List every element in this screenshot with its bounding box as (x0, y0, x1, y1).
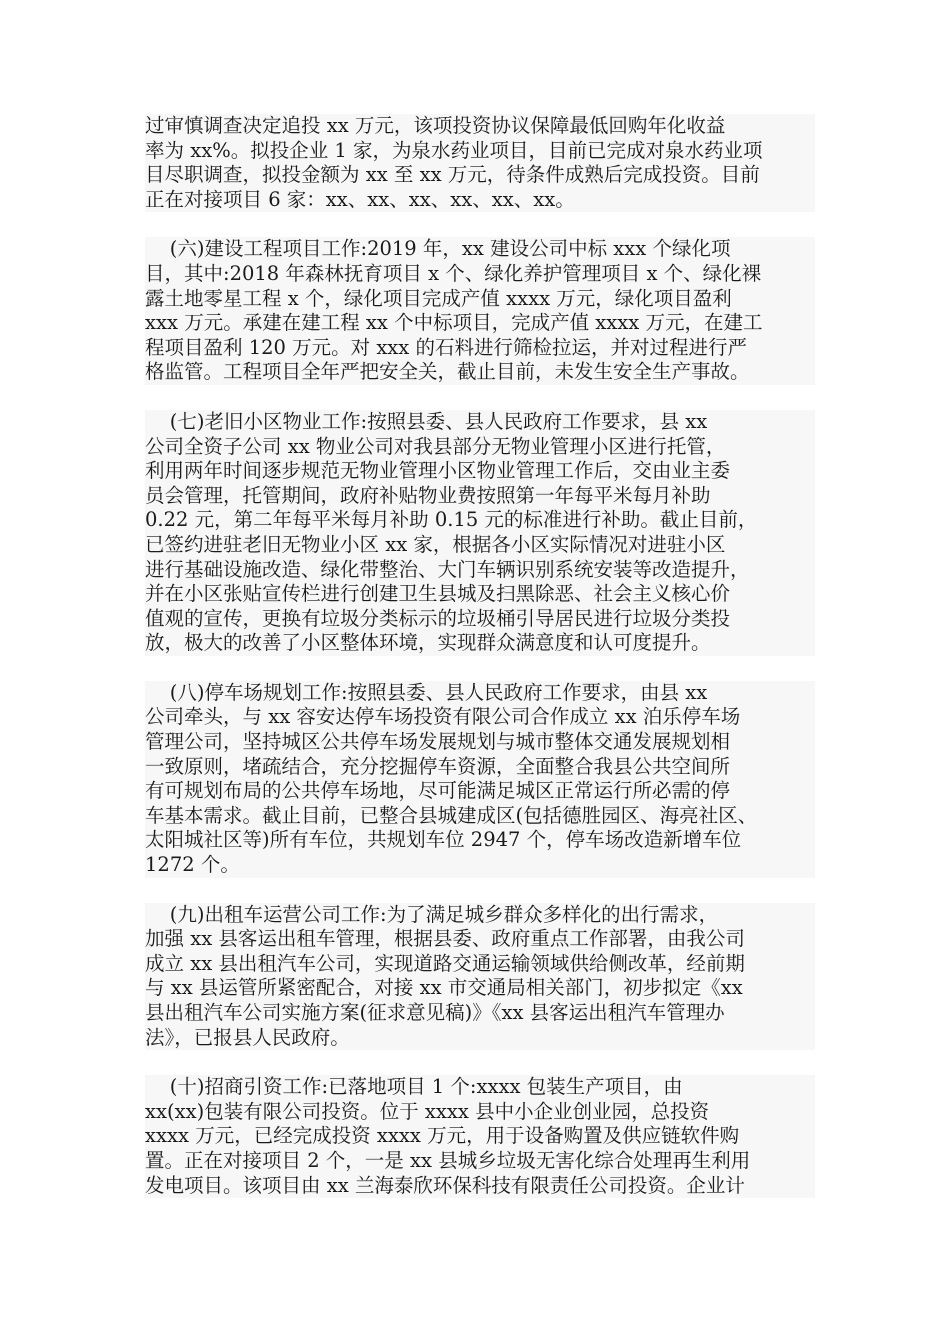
paragraph-investment-cont (145, 114, 815, 212)
text-line: 已签约进驻老旧无物业小区 xx 家，根据各小区实际情况对进驻小区 (145, 532, 726, 556)
text-line: 率为 xx%。拟投企业 1 家，为泉水药业项目，目前已完成对泉水药业项 (145, 138, 763, 162)
text-line: (八)停车场规划工作:按照县委、县人民政府工作要求，由县 xx (145, 680, 708, 704)
paragraph-investment-attraction (145, 1075, 815, 1198)
text-line: 与 xx 县运管所紧密配合，对接 xx 市交通局相关部门，初步拟定《xx (145, 976, 743, 1000)
text-line: 置。正在对接项目 2 个，一是 xx 县城乡垃圾无害化综合处理再生利用 (145, 1148, 751, 1172)
text-line: 县出租汽车公司实施方案(征求意见稿)》《xx 县客运出租汽车管理办 (145, 1001, 725, 1024)
text-line: 并在小区张贴宣传栏进行创建卫生县城及扫黑除恶、社会主义核心价 (145, 582, 731, 606)
text-line: xxxx 万元，已经完成投资 xxxx 万元，用于设备购置及供应链软件购 (145, 1124, 740, 1148)
text-line: (七)老旧小区物业工作:按照县委、县人民政府工作要求，县 xx (145, 409, 708, 433)
text-line: 法》，已报县人民政府。 (145, 1025, 350, 1049)
paragraph-taxi-company (145, 903, 815, 1051)
text-line: 1272 个。 (145, 853, 240, 877)
document-body (145, 114, 815, 1223)
text-line: 正在对接项目 6 家：xx、xx、xx、xx、xx、xx。 (145, 187, 575, 211)
text-line: 公司牵头，与 xx 容安达停车场投资有限公司合作成立 xx 泊乐停车场 (145, 705, 741, 729)
text-line: 有可规划布局的公共停车场地，尽可能满足城区正常运行所必需的停 (145, 779, 731, 803)
text-line: 成立 xx 县出租汽车公司，实现道路交通运输领域供给侧改革，经前期 (145, 951, 745, 975)
text-line: 露土地零星工程 x 个，绿化项目完成产值 xxxx 万元，绿化项目盈利 (145, 286, 732, 310)
paragraph-construction-projects (145, 237, 815, 385)
text-line: 加强 xx 县客运出租车管理，根据县委、政府重点工作部署，由我公司 (145, 927, 745, 951)
text-line: 车基本需求。截止目前，已整合县城建成区(包括德胜园区、海亮社区、 (145, 803, 758, 827)
text-line: 目尽职调查，拟投金额为 xx 至 xx 万元，待条件成熟后完成投资。目前 (145, 163, 760, 187)
text-line: 发电项目。该项目由 xx 兰海泰欣环保科技有限责任公司投资。企业计 (145, 1173, 745, 1197)
text-line: (六)建设工程项目工作:2019 年，xx 建设公司中标 xxx 个绿化项 (145, 237, 731, 261)
text-line: 目，其中:2018 年森林抚育项目 x 个、绿化养护管理项目 x 个、绿化裸 (145, 261, 762, 285)
text-line: 值观的宣传，更换有垃圾分类标示的垃圾桶引导居民进行垃圾分类投 (145, 606, 731, 630)
text-line: (十)招商引资工作:已落地项目 1 个:xxxx 包装生产项目，由 (145, 1075, 683, 1099)
text-line: 进行基础设施改造、绿化带整治、大门车辆识别系统安装等改造提升， (145, 557, 750, 581)
paragraph-parking-planning (145, 681, 815, 878)
text-line: xx(xx)包装有限公司投资。位于 xxxx 县中小企业创业园，总投资 (145, 1099, 710, 1123)
text-line: 公司全资子公司 xx 物业公司对我县部分无物业管理小区进行托管， (145, 434, 726, 458)
text-line: 格监管。工程项目全年严把安全关，截止目前，未发生安全生产事故。 (145, 360, 750, 384)
text-line: 一致原则，堵疏结合，充分挖掘停车资源，全面整合我县公共空间所 (145, 754, 731, 778)
paragraph-old-community-property (145, 410, 815, 656)
text-line: xxx 万元。承建在建工程 xx 个中标项目，完成产值 xxxx 万元，在建工 (145, 311, 763, 335)
text-line: (九)出租车运营公司工作:为了满足城乡群众多样化的出行需求， (145, 902, 719, 926)
text-line: 程项目盈利 120 万元。对 xxx 的石料进行筛检拉运，并对过程进行严 (145, 335, 748, 359)
text-line: 管理公司，坚持城区公共停车场发展规划与城市整体交通发展规划相 (145, 730, 731, 754)
text-line: 过审慎调查决定追投 xx 万元，该项投资协议保障最低回购年化收益 (145, 114, 726, 137)
text-line: 利用两年时间逐步规范无物业管理小区物业管理工作后，交由业主委 (145, 459, 731, 483)
text-line: 放，极大的改善了小区整体环境，实现群众满意度和认可度提升。 (145, 631, 711, 655)
text-line: 太阳城社区等)所有车位，共规划车位 2947 个，停车场改造新增车位 (145, 828, 742, 852)
text-line: 0.22 元，第二年每平米每月补助 0.15 元的标准进行补助。截止目前， (145, 508, 758, 532)
text-line: 员会管理，托管期间，政府补贴物业费按照第一年每平米每月补助 (145, 483, 711, 507)
